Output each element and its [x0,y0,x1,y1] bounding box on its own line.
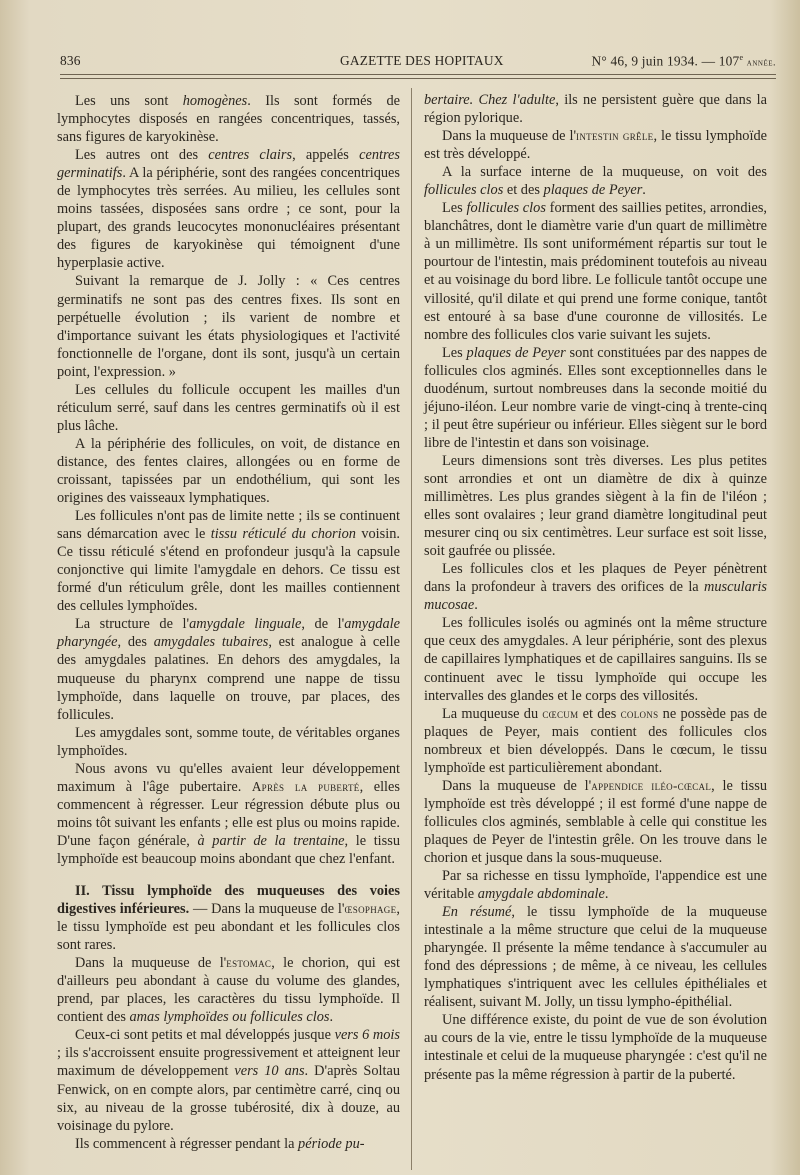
paragraph: Une différence existe, du point de vue de son évolution au cours de la vie, entre le tissu lymphoïde de la muqueuse intestinale et celui de la muqueuse pharyngée : c'est qu'il ne présente pas la même régression à partir de la puberté. [424,1012,767,1083]
page-number: 836 [60,53,81,68]
paragraph: Par sa richesse en tissu lymphoïde, l'appendice est une véritable amygdale abdominale. [424,868,767,903]
journal-title: GAZETTE DES HOPITAUX [340,53,504,68]
section-title: II. Tissu lymphoïde des muqueuses des voies digestives inférieures. [57,883,400,918]
paragraph: Les cellules du follicule occupent les mailles d'un réticulum serré, sauf dans les centres germinatifs où il est plus lâche. [57,381,400,434]
paragraph: Dans la muqueuse de l'estomac, le chorion, qui est d'ailleurs peu abondant à cause du volume des glandes, prend, par places, les caractères du tissu lymphoïde. Il contient des amas lymphoïdes ou follicules clos. [57,955,400,1026]
paragraph: Les amygdales sont, somme toute, de véritables organes lymphoïdes. [57,724,400,759]
issue-date: N° 46, 9 juin 1934. — 107e année. [591,53,776,69]
paragraph: A la périphérie des follicules, on voit, de distance en distance, des fentes claires, allongées ou en forme de croissant, tapissées par un endothélium, qui sont les origines des vaisseaux lymphatiques. [57,435,400,507]
paragraph: Leurs dimensions sont très diverses. Les plus petites sont arrondies et ont un diamètre de dix à quinze millimètres. Les plus grandes siègent à la fin de l'iléon ; elles sont ovalaires ; leur grand diamètre longitudinal peut mesurer cinq ou six centimètres. Leur surface est soit lisse, soit gaufrée ou plissée. [424,452,767,560]
paragraph: Les autres ont des centres clairs, appelés centres germinatifs. A la périphérie, sont des rangées concentriques de lymphocytes très serrées. Au milieu, les cellules sont moins tassées, disposées sans ordre ; ce sont, pour la plupart, des grands leucocytes mononucléaires présentant des figures de karyokinèse qui témoignent d'une hyperplasie active. [57,147,400,272]
page-header [60,53,776,73]
header-rule [60,74,776,79]
paragraph: bertaire. Chez l'adulte, ils ne persistent guère que dans la région pylorique. [424,92,767,127]
paragraph: Dans la muqueuse de l'appendice iléo-cœcal, le tissu lymphoïde est très développé ; il est formé d'une nappe de follicules clos agminés, semblable à celle qui constitue les plaques de Peyer de l'intestin grêle. On les trouve dans le chorion et jusque dans la sous-muqueuse. [424,777,767,866]
left-column [57,92,400,1153]
paragraph: Les follicules isolés ou agminés ont la même structure que ceux des amygdales. A leur périphérie, sont des plexus de capillaires lymphatiques et de capillaires sanguins. Ils se continuent avec le tissu lymphoïde qui occupe les intervalles des glandes et le corps des villosités. [424,615,767,704]
paragraph: Suivant la remarque de J. Jolly : « Ces centres germinatifs ne sont pas des centres fixes. Ils sont en perpétuelle évolution ; ils varient de nombre et d'importance suivant les états physiologiques et l'activité fonctionnelle de l'organe, dont ils sont, jusqu'à un certain point, l'expression. » [57,273,400,380]
paragraph: Dans la muqueuse de l'intestin grêle, le tissu lymphoïde est très développé. [424,128,767,163]
right-column [424,91,767,1084]
paragraph: Les follicules n'ont pas de limite nette ; ils se continuent sans démarcation avec le tissu réticulé du chorion voisin. Ce tissu réticulé s'étend en profondeur jusqu'à la capsule conjonctive qui limite l'amygdale en dehors. Ce tissu est formé d'un réticulum grêle, dont les mailles contiennent des cellules lymphoïdes. [57,508,400,615]
paragraph: La muqueuse du cœcum et des colons ne possède pas de plaques de Peyer, mais contient des follicules clos nombreux et bien développés. Dans le cœcum, le tissu lymphoïde est particulièrement abondant. [424,705,768,776]
paragraph: En résumé, le tissu lymphoïde de la muqueuse intestinale a la même structure que celui de la muqueuse pharyngée. Il présente la même tendance à s'accumuler au fond des dépressions ; de même, à ce niveau, les cellules lymphatiques s'intriquent avec les cellules épithéliales et réalisent, suivant M. Jolly, un tissu lympho-épithélial. [424,904,767,1011]
paragraph: Ceux-ci sont petits et mal développés jusque vers 6 mois ; ils s'accroissent ensuite progressivement et atteignent leur maximum de développement vers 10 ans. D'après Soltau Fenwick, on en compte alors, par centimètre carré, cinq ou six, au niveau de la grosse tubérosité, dix à douze, au voisinage du pylore. [57,1027,401,1134]
paragraph: A la surface interne de la muqueuse, on voit des follicules clos et des plaques de Peyer. [424,164,767,199]
paragraph: Nous avons vu qu'elles avaient leur développement maximum à l'âge pubertaire. Après la puberté, elles commencent à régresser. Leur régression débute plus ou moins tôt suivant les enfants ; elle est plus ou moins rapide. D'une façon générale, à partir de la trentaine, le tissu lymphoïde est beaucoup moins abondant que chez l'enfant. [57,760,401,867]
column-divider [411,88,412,1170]
paragraph: Les follicules clos et les plaques de Peyer pénètrent dans la profondeur à travers des orifices de la muscularis mucosae. [424,561,767,614]
paragraph: Les plaques de Peyer sont constituées par des nappes de follicules clos agminés. Elles sont exceptionnelles dans le duodénum, surtout nombreuses dans la seconde moitié du jéjuno-iléon. Leur nombre varie de vingt-cinq à trente-cinq ; il peut être supérieur ou inférieur. Elles siègent sur le bord libre de l'intestin et dans son voisinage. [424,344,768,451]
paragraph: Ils commencent à régresser pendant la période pu- [75,1135,365,1152]
paragraph: Les follicules clos forment des saillies petites, arrondies, blanchâtres, dont le diamètre varie d'un quart de millimètre à un millimètre. Ils sont uniformément répartis sur tout le pourtour de l'intestin, mais prédominent toutefois au niveau et au voisinage du bord libre. Le follicule tantôt occupe une villosité, qu'il dilate et qui prend une forme conique, tantôt est entouré à sa base d'une couronne de villosités. Le nombre des follicules clos varie suivant les sujets. [424,200,768,343]
section-heading-paragraph: II. Tissu lymphoïde des muqueuses des voies digestives inférieures. — Dans la muqueuse de l'œsophage, le tissu lymphoïde est peu abondant et les follicules clos sont rares. [57,883,400,954]
paragraph: Les uns sont homogènes. Ils sont formés de lymphocytes disposés en rangées concentriques, tassés, sans figures de karyokinèse. [57,93,400,146]
paragraph: La structure de l'amygdale linguale, de l'amygdale pharyngée, des amygdales tubaires, est analogue à celle des amygdales palatines. En dehors des amygdales, la muqueuse du pharynx comprend une nappe de tissu lymphoïde, dans laquelle on trouve, par places, des follicules. [57,616,400,723]
